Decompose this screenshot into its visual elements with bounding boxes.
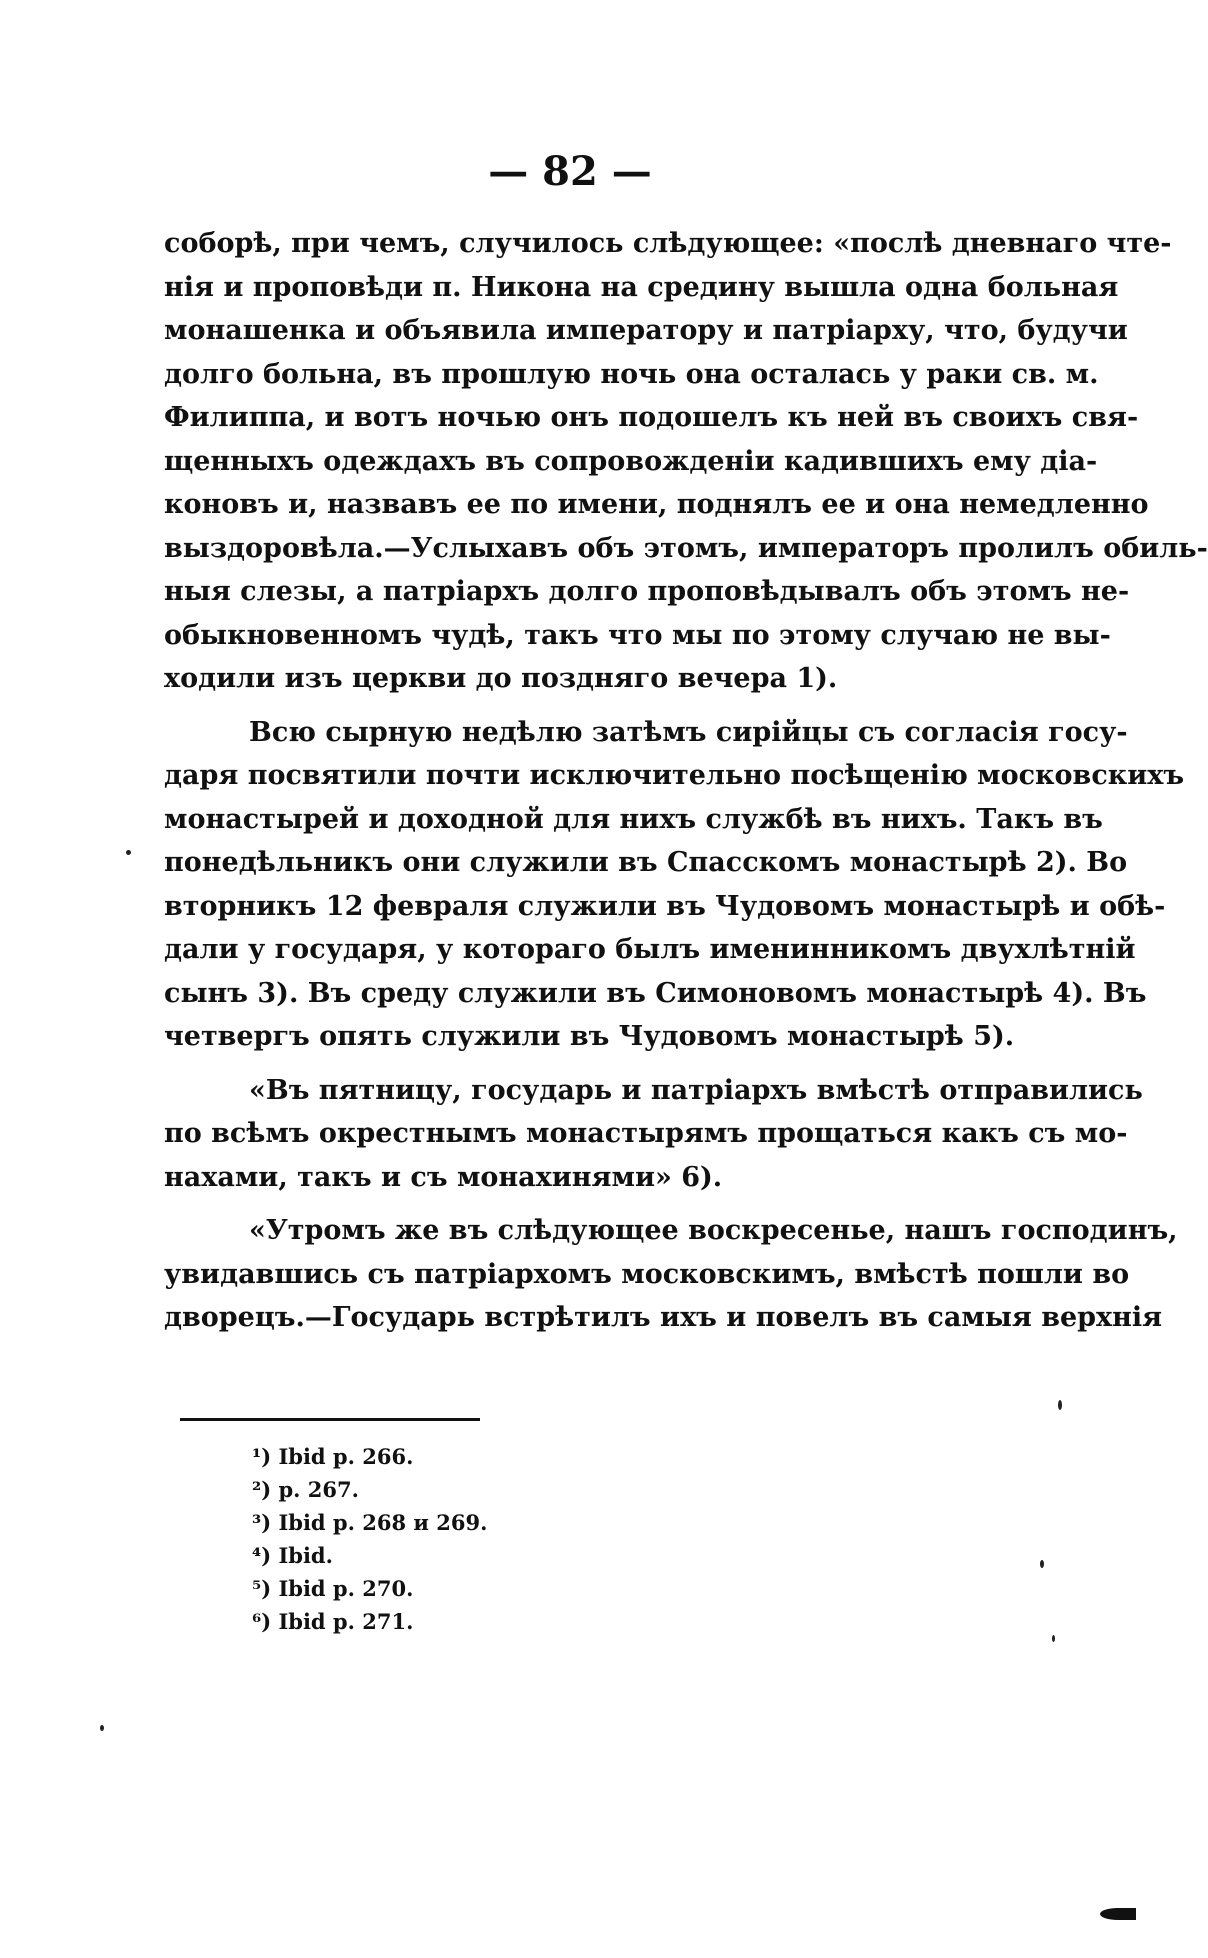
text-line: дали у государя, у котораго былъ именинникомъ двухлѣтній	[164, 934, 1136, 965]
footnote: ⁵) Ibid p. 270.	[252, 1576, 414, 1601]
text-line: понедѣльникъ они служили въ Спасскомъ монастырѣ 2). Во	[164, 847, 1128, 878]
text-line: нія и проповѣди п. Никона на средину вышла одна больная	[164, 271, 1119, 303]
text-line: увидавшись съ патріархомъ московскимъ, вмѣстѣ пошли во	[164, 1258, 1130, 1290]
text-line: дворецъ.—Государь встрѣтилъ ихъ и повелъ въ самыя верхнія	[164, 1302, 1163, 1333]
page-number: — 82 —	[488, 148, 652, 195]
body-text	[164, 222, 1208, 1340]
text-line: монастырей и доходной для нихъ службѣ въ нихъ. Такъ въ	[164, 803, 1103, 835]
text-line: коновъ и, назвавъ ее по имени, поднялъ ее и она немедленно	[164, 489, 1149, 520]
scan-speck	[1040, 1560, 1044, 1568]
text-line: соборѣ, при чемъ, случилось слѣдующее: «послѣ дневнаго чте-	[164, 228, 1172, 259]
text-line: монашенка и объявила императору и патріарху, что, будучи	[164, 315, 1128, 346]
text-line: обыкновенномъ чудѣ, такъ что мы по этому случаю не вы-	[164, 619, 1111, 651]
text-line: долго больна, въ прошлую ночь она осталась у раки св. м.	[164, 358, 1099, 390]
footnote-divider	[180, 1418, 480, 1421]
footnote: ³) Ibid p. 268 и 269.	[252, 1510, 488, 1535]
scan-speck	[126, 850, 131, 855]
text-line: «Утромъ же въ слѣдующее воскресенье, нашъ господинъ,	[249, 1215, 1178, 1246]
text-line: Филиппа, и вотъ ночью онъ подошелъ къ ней въ своихъ свя-	[164, 402, 1139, 433]
text-line: по всѣмъ окрестнымъ монастырямъ прощаться какъ съ мо-	[164, 1118, 1128, 1149]
scan-corner-mark	[1100, 1908, 1136, 1920]
footnotes	[252, 1440, 652, 1638]
text-line: нахами, такъ и съ монахинями» 6).	[164, 1161, 723, 1193]
text-line: вторникъ 12 февраля служили въ Чудовомъ монастырѣ и обѣ-	[164, 890, 1166, 922]
scan-speck	[1052, 1635, 1055, 1642]
text-line: ныя слезы, а патріархъ долго проповѣдывалъ объ этомъ не-	[164, 576, 1130, 607]
text-line: даря посвятили почти исключительно посѣщенію московскихъ	[164, 760, 1185, 791]
text-line: четвергъ опять служили въ Чудовомъ монастырѣ 5).	[164, 1021, 1015, 1052]
footnote: ¹) Ibid p. 266.	[252, 1444, 414, 1469]
text-line: щенныхъ одеждахъ въ сопровожденіи кадившихъ ему діа-	[164, 445, 1098, 477]
text-line: ходили изъ церкви до поздняго вечера 1).	[164, 663, 838, 694]
text-line: «Въ пятницу, государь и патріархъ вмѣстѣ отправились	[249, 1074, 1143, 1106]
footnote: ²) p. 267.	[252, 1477, 359, 1502]
footnote: ⁴) Ibid.	[252, 1543, 333, 1568]
text-line: Всю сырную недѣлю затѣмъ сирійцы съ согласія госу-	[249, 716, 1128, 748]
scan-speck	[100, 1725, 104, 1731]
text-line: сынъ 3). Въ среду служили въ Симоновомъ монастырѣ 4). Въ	[164, 977, 1147, 1009]
text-line: выздоровѣла.—Услыхавъ объ этомъ, императоръ пролилъ обиль-	[164, 532, 1208, 564]
scan-speck	[1058, 1400, 1062, 1410]
footnote: ⁶) Ibid p. 271.	[252, 1609, 414, 1634]
